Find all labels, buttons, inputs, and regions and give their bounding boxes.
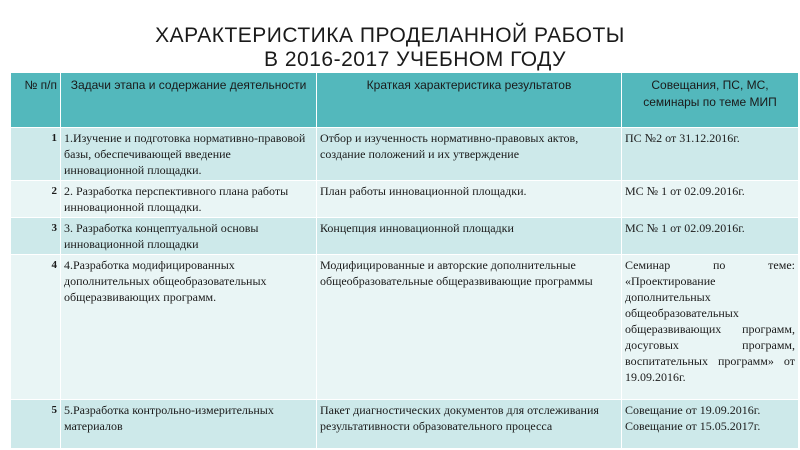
row-meeting: МС № 1 от 02.09.2016г.: [622, 181, 799, 218]
work-summary-table: [10, 72, 799, 449]
row-result: Модифицированные и авторские дополнительные общеобразовательные общеразвивающие программы: [317, 255, 622, 400]
table-row: [11, 181, 799, 218]
row-task: 5.Разработка контрольно-измерительных материалов: [61, 400, 317, 449]
header-meeting: Совещания, ПС, МС, семинары по теме МИП: [622, 73, 799, 128]
slide-title-line-2: В 2016-2017 УЧЕБНОМ ГОДУ: [264, 48, 566, 71]
header-number: № п/п: [11, 73, 61, 128]
row-meeting: ПС №2 от 31.12.2016г.: [622, 128, 799, 181]
row-number: 4: [11, 255, 61, 400]
row-number: 1: [11, 128, 61, 181]
row-result: План работы инновационной площадки.: [317, 181, 622, 218]
table-header-row: [11, 73, 799, 128]
row-task: 3. Разработка концептуальной основы инновационной площадки: [61, 218, 317, 255]
row-meeting: Семинар по теме: «Проектирование дополнительных общеобразовательных общеразвивающих программ, досуговых программ, воспитательных программ» от 19.09.2016г.: [622, 255, 799, 400]
row-meeting: Совещание от 19.09.2016г. Совещание от 15.05.2017г.: [622, 400, 799, 449]
table-row: [11, 255, 799, 400]
slide-title-line-1: ХАРАКТЕРИСТИКА ПРОДЕЛАННОЙ РАБОТЫ: [155, 24, 625, 47]
row-number: 2: [11, 181, 61, 218]
row-result: Пакет диагностических документов для отслеживания результативности образовательного процесса: [317, 400, 622, 449]
row-result: Концепция инновационной площадки: [317, 218, 622, 255]
slide-title: [0, 24, 800, 72]
row-task: 4.Разработка модифицированных дополнительных общеобразовательных общеразвивающих программ.: [61, 255, 317, 400]
row-task: 1.Изучение и подготовка нормативно-правовой базы, обеспечивающей введение инновационной площадки.: [61, 128, 317, 181]
table-row: [11, 218, 799, 255]
header-task: Задачи этапа и содержание деятельности: [61, 73, 317, 128]
header-result: Краткая характеристика результатов: [317, 73, 622, 128]
row-meeting: МС № 1 от 02.09.2016г.: [622, 218, 799, 255]
table-row: [11, 400, 799, 449]
row-number: 5: [11, 400, 61, 449]
row-task: 2. Разработка перспективного плана работы инновационной площадки.: [61, 181, 317, 218]
row-result: Отбор и изученность нормативно-правовых актов, создание положений и их утверждение: [317, 128, 622, 181]
table-row: [11, 128, 799, 181]
row-number: 3: [11, 218, 61, 255]
